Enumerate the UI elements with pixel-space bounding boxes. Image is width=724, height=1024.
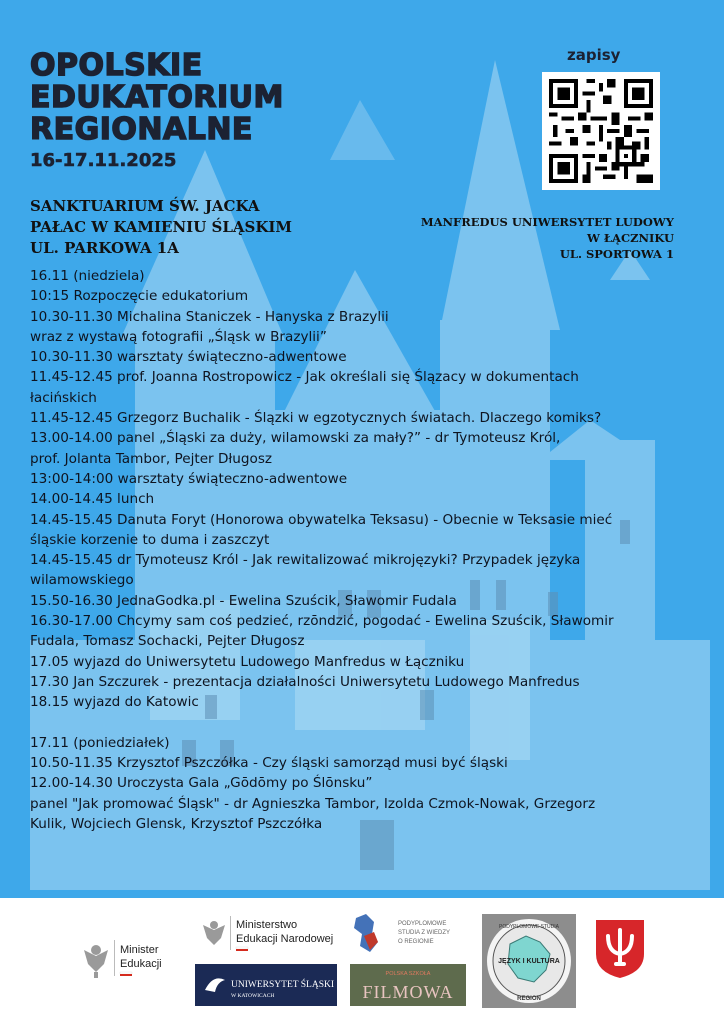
event-dates: 16-17.11.2025	[30, 150, 177, 171]
minister-line-1: Minister	[120, 944, 159, 956]
sponsor-footer	[0, 898, 724, 1024]
venue2-line-3: UL. SPORTOWA 1	[559, 247, 674, 261]
program-line: 18.15 wyjazd do Katowic	[30, 694, 199, 711]
event-title	[30, 50, 284, 146]
program-line: 14.00-14.45 lunch	[30, 491, 155, 508]
program-schedule	[30, 266, 690, 834]
ministerstwo-edukacji-logo	[200, 914, 340, 954]
jezyk-i-kultura-logo	[482, 914, 576, 1008]
studia-podyplomowe-logo	[350, 912, 466, 954]
filmowa-line-1: POLSKA SZKOŁA	[385, 971, 431, 977]
program-line: 11.45-12.45 prof. Joanna Rostropowicz - Jak określali się Ślązacy w dokumentach	[30, 369, 579, 386]
venue-line-1: SANKTUARIUM ŚW. JACKA	[30, 197, 260, 215]
studia-line-2: STUDIA Z WIEDZY	[398, 930, 451, 936]
program-line: 17.11 (poniedziałek)	[30, 734, 170, 751]
filmowa-logo	[350, 964, 466, 1006]
program-line: 16.11 (niedziela)	[30, 268, 145, 284]
program-line: 10.50-11.35 Krzysztof Pszczółka - Czy śląski samorząd musi być śląski	[30, 755, 508, 772]
program-line: 17.05 wyjazd do Uniwersytetu Ludowego Manfredus w Łączniku	[30, 653, 465, 670]
program-line: wilamowskiego	[30, 572, 134, 589]
filmowa-line-2: FILMOWA	[362, 982, 454, 1002]
program-line: 11.45-12.45 Grzegorz Buchalik - Ślązki w egzotycznych światach. Dlaczego komiks?	[30, 410, 602, 427]
venue-line-3: UL. PARKOWA 1A	[30, 239, 179, 257]
program-line: panel "Jak promować Śląsk" - dr Agnieszka Tambor, Izolda Czmok-Nowak, Grzegorz	[30, 795, 596, 812]
program-line: łacińskich	[30, 389, 97, 406]
program-line: 12.00-14.30 Uroczysta Gala „Gōdōmy po Ślōnsku”	[30, 775, 373, 792]
eagle-icon	[203, 921, 225, 945]
venue2-line-2: W ŁĄCZNIKU	[586, 231, 674, 245]
program-line: 14.45-15.45 Danuta Foryt (Honorowa obywatelka Teksasu) - Obecnie w Teksasie mieć	[30, 511, 613, 528]
program-line: 17.30 Jan Szczurek - prezentacja działalności Uniwersytetu Ludowego Manfredus	[30, 673, 580, 690]
program-line: 13:00-14:00 warsztaty świąteczno-adwentowe	[30, 470, 348, 487]
studia-line-3: O REGIONIE	[398, 939, 434, 945]
program-line: 10:15 Rozpoczęcie edukatorium	[30, 288, 249, 305]
title-line-2: EDUKATORIUM	[30, 80, 284, 115]
venue-primary	[30, 196, 292, 259]
minister-line-2: Edukacji	[120, 958, 162, 970]
silesia-coat-of-arms-icon	[594, 918, 646, 980]
uniwersytet-slaski-logo	[195, 964, 337, 1006]
program-line: Fudala, Tomasz Sochacki, Pejter Długosz	[30, 633, 305, 650]
program-line: prof. Jolanta Tambor, Pejter Długosz	[30, 450, 273, 467]
title-line-3: REGIONALNE	[30, 112, 253, 147]
minister-edukacji-logo	[80, 936, 180, 980]
jezyk-line-2: JĘZYK I KULTURA	[498, 958, 560, 965]
program-line: 15.50-16.30 JednaGodka.pl - Ewelina Szuścik, Sławomir Fudala	[30, 592, 457, 609]
studia-line-1: PODYPLOMOWE	[398, 921, 447, 927]
ministerstwo-line-2: Edukacji Narodowej	[236, 933, 334, 945]
jezyk-line-3: REGION	[517, 996, 541, 1002]
program-line: 10.30-11.30 Michalina Staniczek - Hanyska z Brazylii	[30, 308, 389, 325]
program-line: 10.30-11.30 warsztaty świąteczno-adwentowe	[30, 349, 347, 366]
program-line: wraz z wystawą fotografii „Śląsk w Brazylii”	[30, 328, 327, 345]
program-line: 16.30-17.00 Chcymy sam coś pedzieć, rzōndzić, pogodać - Ewelina Szuścik, Sławomir	[30, 613, 614, 630]
jezyk-line-1: PODYPLOMOWE STUDIA	[498, 924, 560, 930]
program-spacer	[30, 713, 690, 733]
signup-qr-code[interactable]	[542, 72, 660, 190]
ministerstwo-line-1: Ministerstwo	[236, 919, 298, 931]
program-line: śląskie korzenie to duma i zaszczyt	[30, 531, 270, 548]
program-line: 14.45-15.45 dr Tymoteusz Król - Jak rewitalizować mikrojęzyki? Przypadek języka	[30, 552, 581, 569]
eagle-icon	[84, 945, 108, 978]
venue-line-2: PAŁAC W KAMIENIU ŚLĄSKIM	[30, 218, 293, 236]
venue-secondary	[421, 214, 674, 262]
signup-label: zapisy	[567, 46, 621, 64]
program-line: Kulik, Wojciech Glensk, Krzysztof Pszczółka	[30, 816, 323, 833]
venue2-line-1: MANFREDUS UNIWERSYTET LUDOWY	[420, 215, 674, 229]
title-line-1: OPOLSKIE	[30, 48, 203, 83]
us-line-2: W KATOWICACH	[231, 993, 275, 999]
us-line-1: UNIWERSYTET ŚLĄSKI	[231, 980, 335, 990]
program-line: 13.00-14.00 panel „Śląski za duży, wilamowski za mały?” - dr Tymoteusz Król,	[30, 430, 561, 447]
qr-code-icon	[549, 79, 653, 183]
